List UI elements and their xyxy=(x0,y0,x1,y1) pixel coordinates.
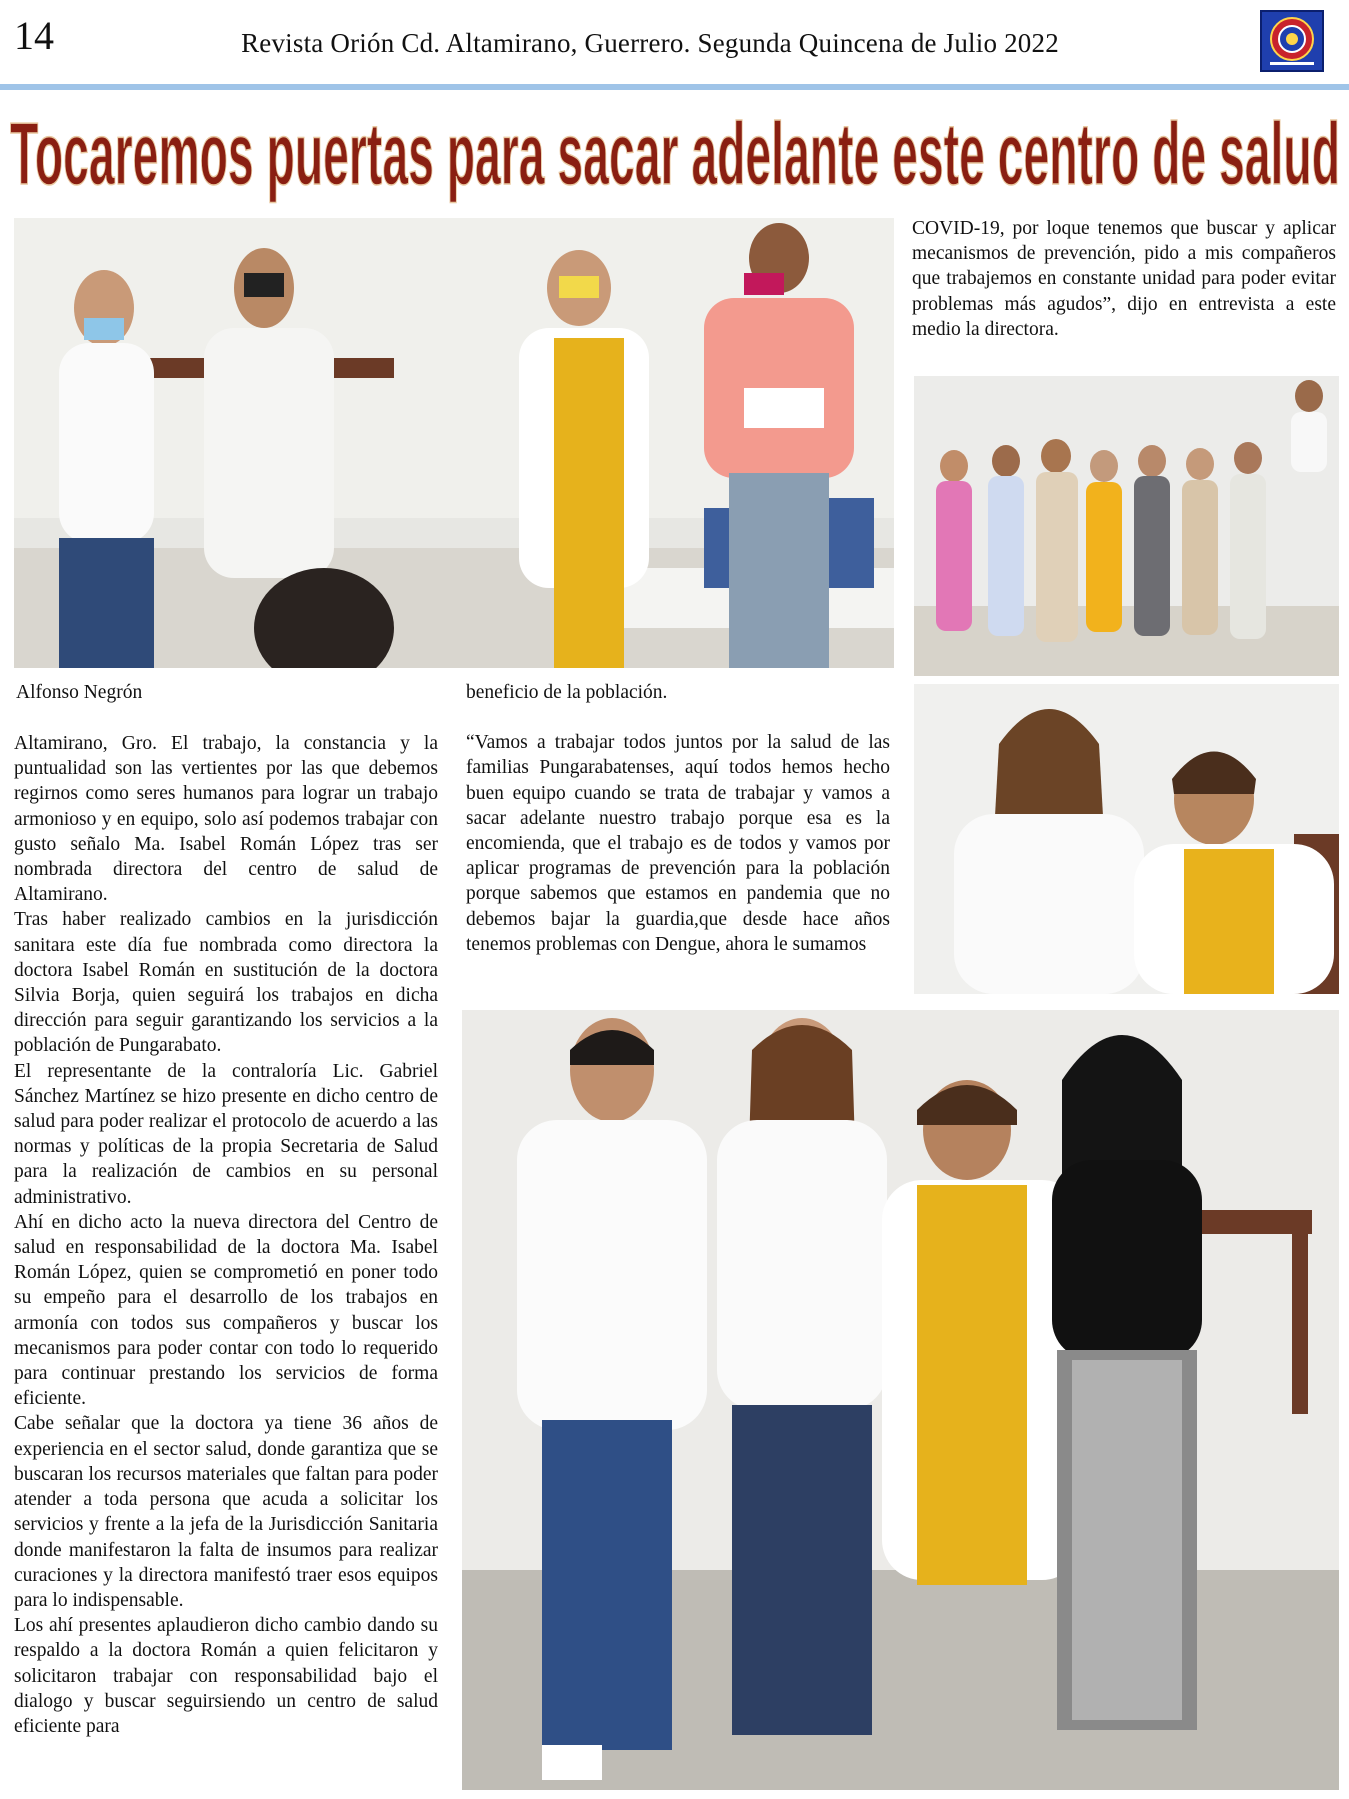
paragraph: beneficio de la población. xyxy=(466,682,668,703)
page-header xyxy=(0,0,1349,90)
paragraph: Tras haber realizado cambios en la jurisdicción sanitara este día fue nombrada como directora la doctora Isabel Román en sustitución de la doctora Silvia Borja, quien seguirá los trabajos en dicha dirección para seguir garantizando los servicios a la población de Pungarabato. xyxy=(14,909,438,1057)
paragraph: Los ahí presentes aplaudieron dicho cambio dando su respaldo a la doctora Román a quien felicitaron y solicitaron trabajar con responsabilidad bajo el dialogo y buscar seguirsiendo un centro de salud eficiente para xyxy=(14,1615,438,1737)
photo-four-colleagues xyxy=(462,1010,1339,1790)
article-left-column xyxy=(14,731,438,1739)
paragraph: “Vamos a trabajar todos juntos por la salud de las familias Pungarabatenses, aquí todos hemos hecho buen equipo cuando se trata de trabajar y vamos a sacar adelante nuestro trabajo porque esa es la encomienda, que el trabajo es de todos y vamos por aplicar programas de prevención para la población porque sabemos que estamos en pandemia que no debemos bajar la guardia,que desde hace años tenemos problemas con Dengue, ahora le sumamos xyxy=(466,732,890,955)
orion-magazine-logo-icon xyxy=(1260,10,1324,72)
byline: Alfonso Negrón xyxy=(16,682,143,703)
paragraph: Cabe señalar que la doctora ya tiene 36 años de experiencia en el sector salud, donde garantiza que se buscaran los recursos materiales que faltan para poder atender a toda persona que acuda a solicitar los servicios y frente a la jefa de la Jurisdicción Sanitaria donde manifestaron la falta de insumos para realizar curaciones y la directora manifestó traer esos equipos para lo indispensable. xyxy=(14,1413,438,1611)
photo-ceremony xyxy=(14,218,894,668)
article-middle-column xyxy=(466,680,890,957)
photo-two-directors xyxy=(914,684,1339,994)
photo-group xyxy=(914,376,1339,676)
publication-line: Revista Orión Cd. Altamirano, Guerrero. Segunda Quincena de Julio 2022 xyxy=(241,28,1059,58)
paragraph: Altamirano, Gro. El trabajo, la constancia y la puntualidad son las vertientes por las que debemos regirnos como seres humanos para lograr un trabajo armonioso y en equipo, solo así podemos trabajar con gusto señalo Ma. Isabel Román López tras ser nombrada directora del centro de salud de Altamirano. xyxy=(14,733,438,906)
paragraph: Ahí en dicho acto la nueva directora del Centro de salud en responsabilidad de la doctora Ma. Isabel Román López, quien se comprometió en poner todo su empeño para el desarrollo de los trabajos en armonía con todos sus compañeros y buscar los mecanismos para poder contar con todo lo requerido para continuar prestando los servicios de forma eficiente. xyxy=(14,1211,438,1410)
headline-text: Tocaremos puertas para sacar adelante este centro de salud xyxy=(10,104,1340,203)
paragraph: El representante de la contraloría Lic. Gabriel Sánchez Martínez se hizo presente en dicho centro de salud para poder realizar el protocolo de acuerdo a las normas y políticas de la propia Secretaria de Salud para la realización de cambios en su personal administrativo. xyxy=(14,1060,438,1208)
page-number: 14 xyxy=(14,13,54,58)
paragraph: COVID-19, por loque tenemos que buscar y aplicar mecanismos de prevención, pido a mis compañeros que trabajemos en constante unidad para poder evitar problemas más agudos”, dijo en entrevista a este medio la directora. xyxy=(912,218,1336,340)
article-right-column xyxy=(912,216,1336,342)
article-headline xyxy=(10,92,1345,218)
